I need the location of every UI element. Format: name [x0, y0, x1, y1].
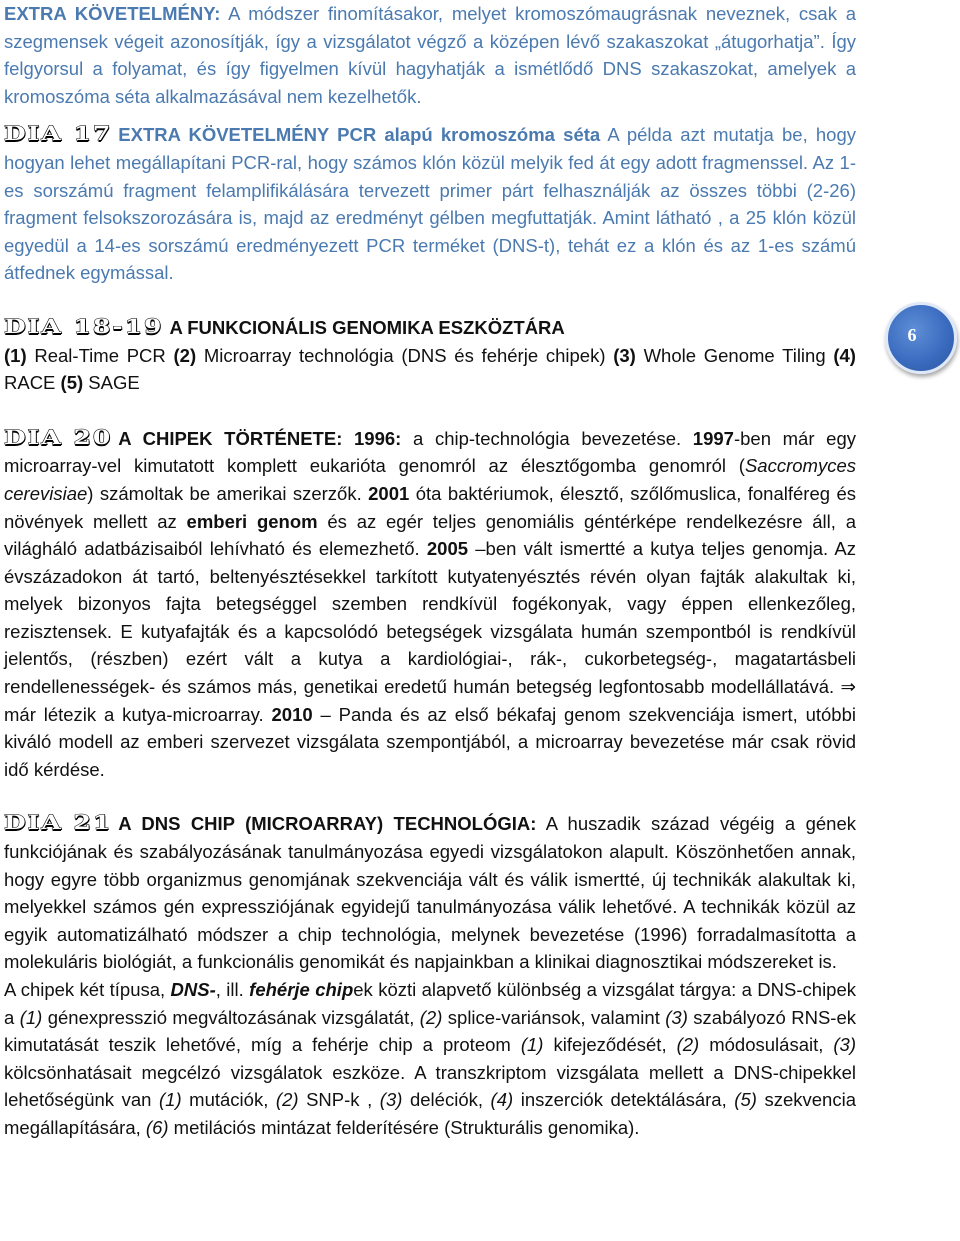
dia-21-label: DIA 21 [4, 811, 113, 835]
dna-chip-heading: A DNS CHIP (MICROARRAY) TECHNOLÓGIA: [118, 813, 537, 835]
dia-18-19-label: DIA 18-19 [4, 315, 164, 338]
extra-requirement-label: EXTRA KÖVETELMÉNY: [4, 3, 221, 24]
paragraph-dia-18-19: DIA 18-19 A FUNKCIONÁLIS GENOMIKA ESZKÖZTÁRA (1) Real-Time PCR (2) Microarray technológia (DNS és fehérje chipek) (3) Whole Genome Tiling (4) RACE (5) SAGE [4, 315, 856, 394]
document-page [4, 0, 856, 1142]
functional-genomics-heading: A FUNKCIONÁLIS GENOMIKA ESZKÖZTÁRA [169, 316, 565, 338]
page-number-badge [885, 302, 957, 374]
paragraph-dia-17: DIA 17 EXTRA KÖVETELMÉNY PCR alapú kromoszóma séta A példa azt mutatja be, hogy hogyan lehet megállapítani PCR-ral, hogy számos klón közül melyik fed át egy adott fragmenssel. Az 1-es sorszámú fragment felamplifikálására tervezett primer párt felhasználják az összes többi (2-26) fragment felsokszorozására is, majd az eredményt gélben megfuttatják. Amint látható , a 25 klón közül egyedül a 14-es sorszámú eredményezett PCR terméket (DNS-t), tehát ez a klón és az 1-es számú átfednek egymással. [4, 122, 856, 284]
dia-17-label: DIA 17 [4, 122, 113, 146]
implies-arrow-icon: ⇒ [840, 676, 856, 698]
paragraph-chip-types: A chipek két típusa, DNS-, ill. fehérje chipek közti alapvető különbség a vizsgálat tárgya: a DNS-chipek a (1) génexpresszió megváltozásának vizsgálatát, (2) splice-variánsok, valamint (3) szabályozó RNS-ek kimutatását teszik lehetővé, míg a fehérje chip a proteom (1) kifejeződését, (2) módosulásait, (3) kölcsönhatásait megcélzó vizsgálatok eszköze. A transzkriptom vizsgálata mellett a DNS-chipekkel lehetőségünk van (1) mutációk, (2) SNP-k , (3) deléciók, (4) inszerciók detektálására, (5) szekvencia megállapítására, (6) metilációs mintázat felderítésére (Strukturális genomika). [4, 979, 857, 1138]
chip-history-heading: A CHIPEK TÖRTÉNETE: [118, 427, 343, 449]
paragraph-dia-21: DIA 21 A DNS CHIP (MICROARRAY) TECHNOLÓGIA: A huszadik század végéig a gének funkciójának és szabályozásának tanulmányozása egyedi vizsgálatokon alapult. Köszönhetően annak, hogy egyre több organizmus genomjának szekvenciája vált és válik ismertté, új technikák alakultak ki, melyekkel számos gén expressziójának egyidejű tanulmányozása válik lehetővé. A technikák közül az egyik automatizálható módszer a chip technológia, melynek bevezetése (1996) forradalmasította a molekuláris biológiát, a funkcionális genomikát és napjainkban a klinikai diagnosztikai módszereket is. [4, 811, 857, 973]
dia-20-label: DIA 20 [4, 425, 113, 449]
pcr-walk-heading: EXTRA KÖVETELMÉNY PCR alapú kromoszóma séta [118, 124, 601, 146]
page-number: 6 [907, 325, 917, 345]
paragraph-dia-20: DIA 20 A CHIPEK TÖRTÉNETE: 1996: a chip-technológia bevezetése. 1997-ben már egy microarray-vel kimutatott komplett eukarióta genomról az élesztőgomba genomról (Saccromyces cerevisiae) számoltak be amerikai szerzők. 2001 óta baktériumok, élesztő, szőlőmuslica, fonalféreg és növények mellett az emberi genom és az egér teljes genomiális géntérképe rendelkezésre áll, a világháló adatbázisaiból lehívható és elemezhető. 2005 –ben vált ismertté a kutya teljes genomja. Az évszázadokon át tartó, beltenyésztésekkel tarkított kutyatenyésztés révén olyan fajták alakultak ki, melyek bizonyos fajta betegséggel szemben rendkívül fogékonyak, vagy éppen ellenkezőleg, rezisztensek. E kutyafajták és a kapcsolódó betegségek vizsgálata humán szempontból is rendkívül jelentős, (részben) ezért vált a kutya a kardiológiai-, rák-, cukorbetegség-, magatartásbeli rendellenességek- és számos más, genetikai eredetű humán betegség legfontosabb modellállatává. ⇒ már létezik a kutya-microarray. 2010 – Panda és az első békafaj genom szekvenciája ismert, utóbbi kiváló modell az emberi szervezet vizsgálata szempontjából, a microarray bevezetése már csak rövid idő kérdése. [4, 425, 856, 780]
paragraph-chromosome-jumping: EXTRA KÖVETELMÉNY: A módszer finomításakor, melyet kromoszómaugrásnak neveznek, csak a szegmensek végeit azonosítják, így a vizsgálatot végző a középen lévő szakaszokat „átugorhatja”. Így felgyorsul a folyamat, és így figyelmen kívül hagyhatják a ismétlődő DNS szakaszokat, amelyek a kromoszóma séta alkalmazásával nem kezelhetők. [4, 3, 856, 107]
